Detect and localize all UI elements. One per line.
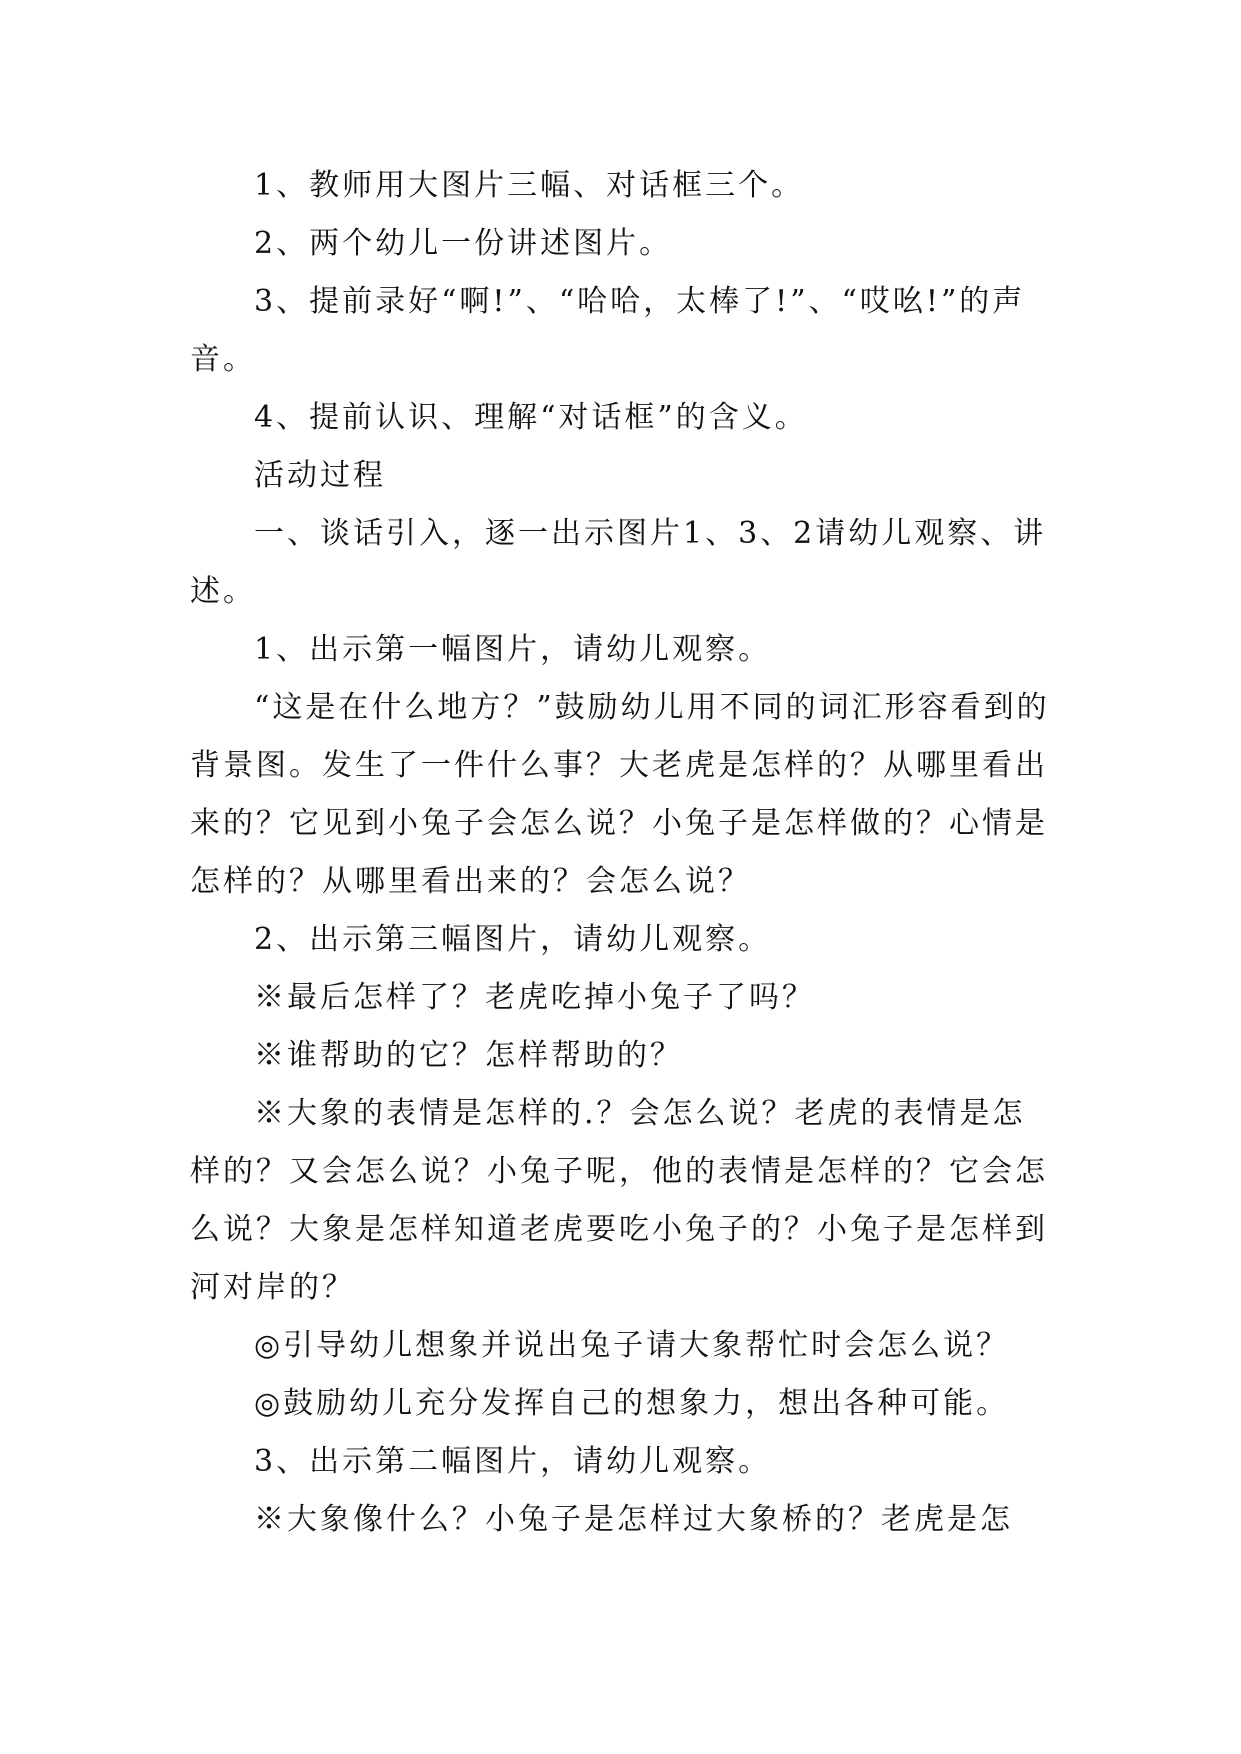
document-body	[190, 157, 1050, 1549]
paragraph-question-expressions: ※大象的表情是怎样的.？会怎么说？老虎的表情是怎样的？又会怎么说？小兔子呢，他的表情是怎样的？它会怎么说？大象是怎样知道老虎要吃小兔子的？小兔子是怎样到河对岸的？	[190, 1096, 1048, 1305]
paragraph-step-one: 一、谈话引入，逐一出示图片1、3、2请幼儿观察、讲述。	[190, 516, 1047, 609]
paragraph-picture-1-questions: “这是在什么地方？”鼓励幼儿用不同的词汇形容看到的背景图。发生了一件什么事？大老虎是怎样的？从哪里看出来的？它见到小兔子会怎么说？小兔子是怎样做的？心情是怎样的？从哪里看出来的？会怎么说？	[190, 690, 1050, 899]
paragraph-question-helper: ※谁帮助的它？怎样帮助的？	[254, 1038, 683, 1073]
paragraph-guide-imagine: ◎引导幼儿想象并说出兔子请大象帮忙时会怎么说？	[254, 1328, 1010, 1363]
paragraph-materials-3: 3、提前录好“啊!”、“哈哈，太棒了!”、“哎吆!”的声音。	[190, 284, 1026, 377]
section-heading-activity-process: 活动过程	[254, 458, 386, 493]
paragraph-materials-2: 2、两个幼儿一份讲述图片。	[254, 226, 673, 261]
paragraph-materials-1: 1、教师用大图片三幅、对话框三个。	[254, 168, 805, 203]
paragraph-question-elephant-bridge: ※大象像什么？小兔子是怎样过大象桥的？老虎是怎	[254, 1502, 1013, 1537]
paragraph-show-picture-3: 2、出示第三幅图片，请幼儿观察。	[254, 922, 772, 957]
paragraph-materials-4: 4、提前认识、理解“对话框”的含义。	[254, 400, 808, 435]
paragraph-encourage-imagination: ◎鼓励幼儿充分发挥自己的想象力，想出各种可能。	[254, 1386, 1010, 1421]
paragraph-show-picture-1: 1、出示第一幅图片，请幼儿观察。	[254, 632, 772, 667]
paragraph-question-ending: ※最后怎样了？老虎吃掉小兔子了吗？	[254, 980, 815, 1015]
paragraph-show-picture-2: 3、出示第二幅图片，请幼儿观察。	[254, 1444, 772, 1479]
